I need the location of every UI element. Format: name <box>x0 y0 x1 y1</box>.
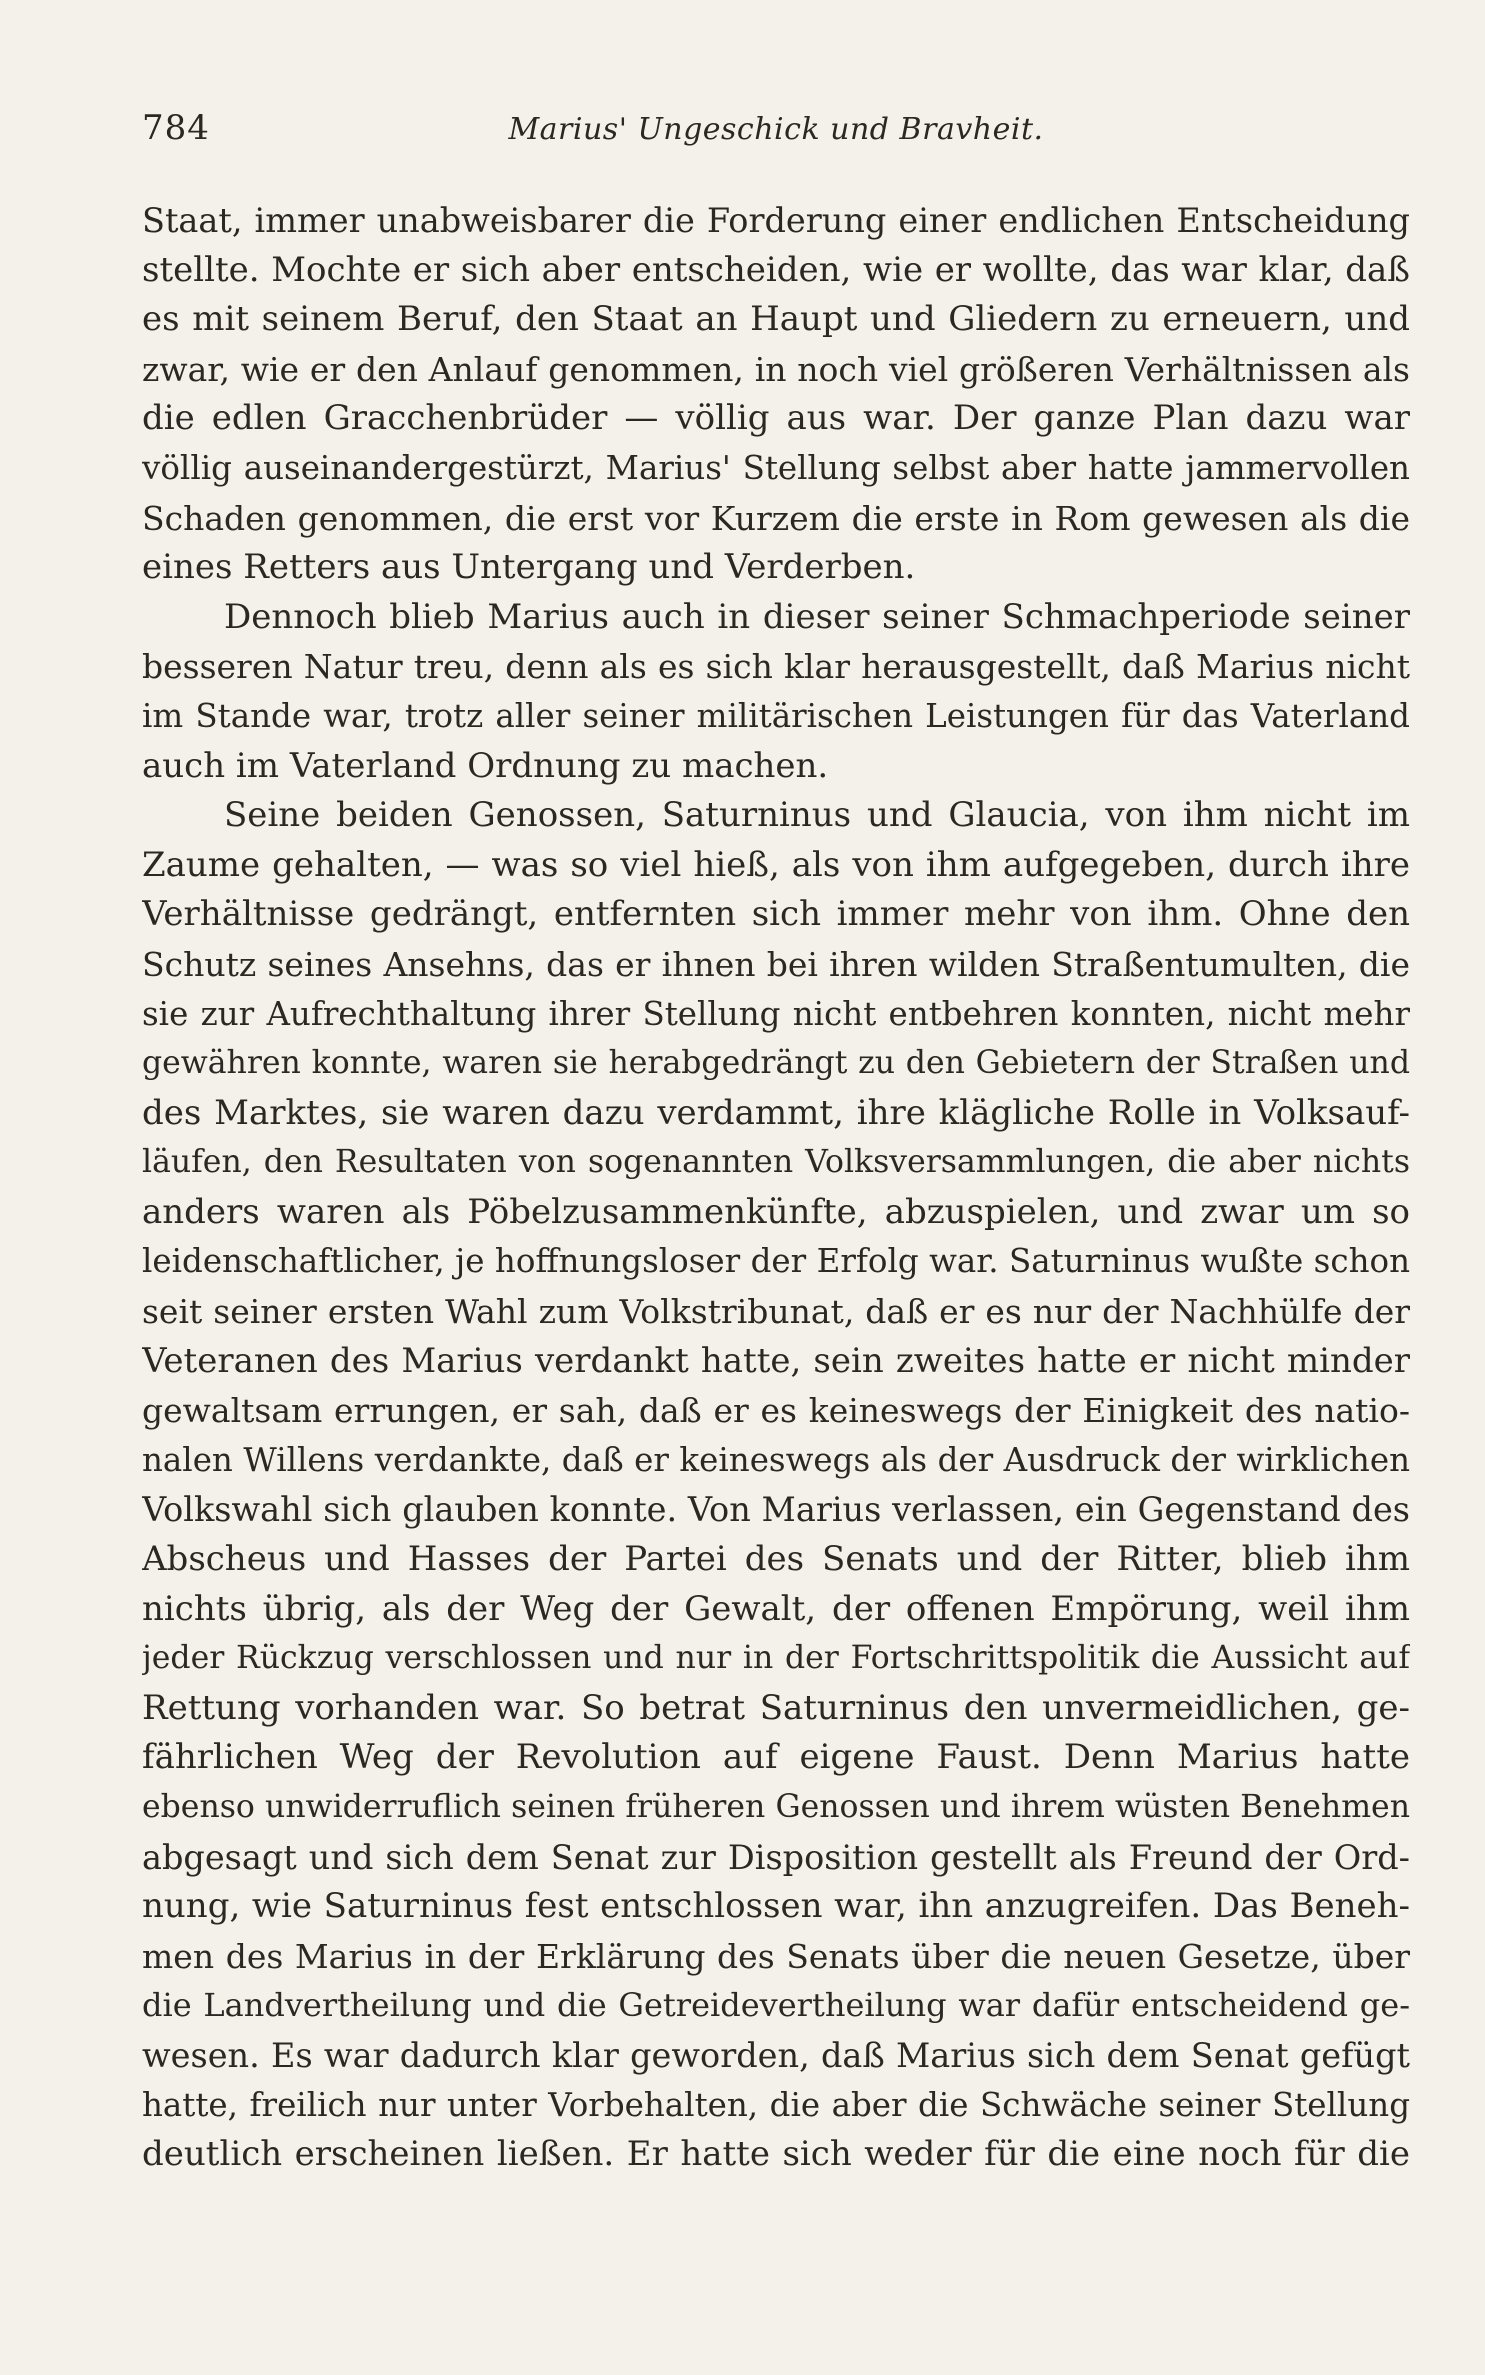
page-number: 784 <box>142 108 210 148</box>
text-line: men des Marius in der Erklärung des Senats über die neuen Gesetze, über <box>142 1936 1410 1976</box>
paragraph-start-line: Seine beiden Genossen, Saturninus und Glaucia, von ihm nicht im <box>224 795 1410 836</box>
text-line: fährlichen Weg der Revolution auf eigene Faust. Denn Marius hatte <box>142 1737 1410 1778</box>
text-line: eines Retters aus Untergang und Verderben. <box>142 547 916 588</box>
text-line: jeder Rückzug verschlossen und nur in der Fortschrittspolitik die Aussicht auf <box>142 1640 1410 1677</box>
text-line: Verhältnisse gedrängt, entfernten sich immer mehr von ihm. Ohne den <box>142 894 1410 935</box>
text-line: Rettung vorhanden war. So betrat Saturninus den unvermeidlichen, ge- <box>142 1687 1410 1728</box>
text-line: die Landvertheilung und die Getreidevertheilung war dafür entscheidend ge- <box>142 1986 1410 2025</box>
text-line: völlig auseinandergestürzt, Marius' Stellung selbst aber hatte jammervollen <box>142 448 1410 487</box>
text-line: Staat, immer unabweisbarer die Forderung einer endlichen Entscheidung <box>142 201 1410 240</box>
text-line: seit seiner ersten Wahl zum Volkstribunat, daß er es nur der Nachhülfe der <box>142 1292 1410 1332</box>
running-title: Marius' Ungeschick und Bravheit. <box>508 112 1044 147</box>
text-line: deutlich erscheinen ließen. Er hatte sich weder für die eine noch für die <box>142 2134 1410 2175</box>
text-line: sie zur Aufrechthaltung ihrer Stellung nicht entbehren konnten, nicht mehr <box>142 994 1410 1033</box>
text-line: auch im Vaterland Ordnung zu machen. <box>142 745 829 786</box>
text-line: gewaltsam errungen, er sah, daß er es keineswegs der Einigkeit des natio- <box>142 1391 1410 1431</box>
text-line: Volkswahl sich glauben konnte. Von Marius verlassen, ein Gegenstand des <box>142 1490 1410 1530</box>
text-line: ebenso unwiderruflich seinen früheren Genossen und ihrem wüsten Benehmen <box>142 1789 1410 1825</box>
text-line: nung, wie Saturninus fest entschlossen war, ihn anzugreifen. Das Beneh- <box>142 1886 1410 1927</box>
text-line: Schaden genommen, die erst vor Kurzem die erste in Rom gewesen als die <box>142 498 1410 538</box>
text-line: Abscheus und Hasses der Partei des Senats und der Ritter, blieb ihm <box>142 1539 1410 1580</box>
text-line: Schutz seines Ansehns, das er ihnen bei ihren wilden Straßentumulten, die <box>142 944 1410 984</box>
text-line: Veteranen des Marius verdankt hatte, sein zweites hatte er nicht minder <box>142 1340 1410 1381</box>
text-line: nalen Willens verdankte, daß er keineswegs als der Ausdruck der wirklichen <box>142 1440 1410 1479</box>
body-text <box>142 196 1410 2180</box>
text-line: hatte, freilich nur unter Vorbehalten, die aber die Schwäche seiner Stellung <box>142 2085 1410 2124</box>
text-line: anders waren als Pöbelzusammenkünfte, abzuspielen, und zwar um so <box>142 1191 1410 1232</box>
text-line: abgesagt und sich dem Senat zur Disposition gestellt als Freund der Ord- <box>142 1837 1410 1877</box>
text-line: stellte. Mochte er sich aber entscheiden, wie er wollte, das war klar, daß <box>142 249 1410 290</box>
text-line: leidenschaftlicher, je hoffnungsloser der Erfolg war. Saturninus wußte schon <box>142 1242 1410 1281</box>
text-line: des Marktes, sie waren dazu verdammt, ihre klägliche Rolle in Volksauf- <box>142 1092 1410 1133</box>
text-line: Zaume gehalten, — was so viel hieß, als von ihm aufgegeben, durch ihre <box>142 844 1410 885</box>
text-line: gewähren konnte, waren sie herabgedrängt zu den Gebietern der Straßen und <box>142 1045 1410 1082</box>
text-line: es mit seinem Beruf, den Staat an Haupt und Gliedern zu erneuern, und <box>142 299 1410 340</box>
paragraph-start-line: Dennoch blieb Marius auch in dieser seiner Schmachperiode seiner <box>224 596 1410 637</box>
text-line: zwar, wie er den Anlauf genommen, in noch viel größeren Verhältnissen als <box>142 349 1410 389</box>
text-line: läufen, den Resultaten von sogenannten Volksversammlungen, die aber nichts <box>142 1144 1410 1181</box>
text-line: im Stande war, trotz aller seiner militärischen Leistungen für das Vaterland <box>142 696 1410 735</box>
text-line: nichts übrig, als der Weg der Gewalt, der offenen Empörung, weil ihm <box>142 1588 1410 1629</box>
text-line: wesen. Es war dadurch klar geworden, daß Marius sich dem Senat gefügt <box>142 2035 1410 2075</box>
text-line: die edlen Gracchenbrüder — völlig aus war. Der ganze Plan dazu war <box>142 398 1410 439</box>
running-head <box>142 108 1410 158</box>
text-line: besseren Natur treu, denn als es sich klar herausgestellt, daß Marius nicht <box>142 647 1410 687</box>
